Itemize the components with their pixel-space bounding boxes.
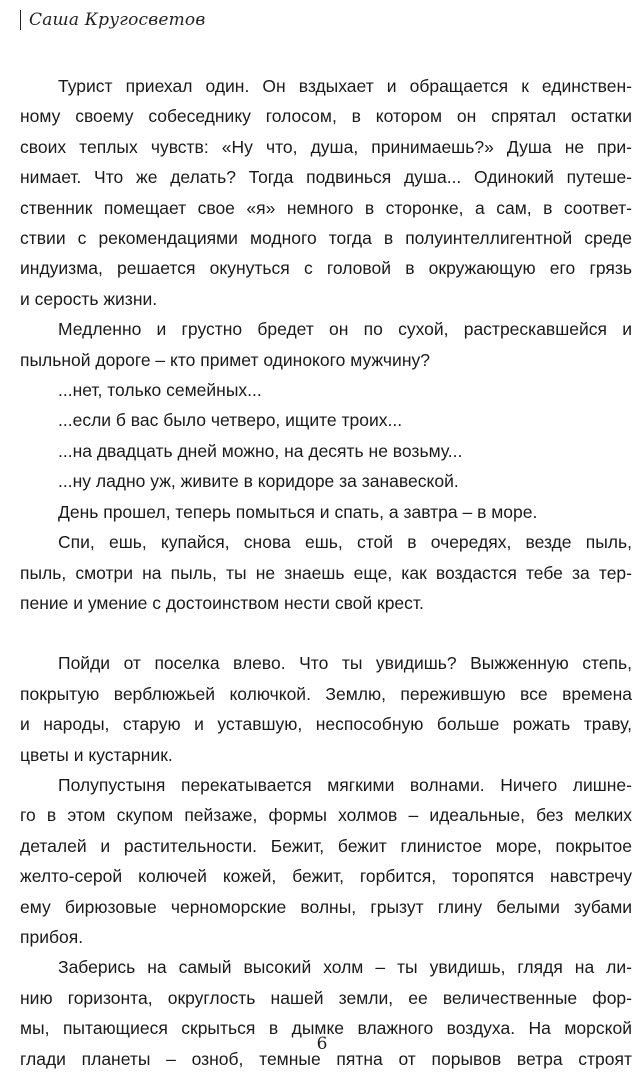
running-head-title: Саша Кругосветов [29, 10, 206, 30]
running-head [20, 10, 205, 30]
text-line: деталей и растительности. Бежит, бежит глинистое море, покрытое [20, 835, 632, 856]
text-line: ...ну ладно уж, живите в коридоре за занавеской. [58, 471, 459, 492]
text-line: пыль, смотри на пыль, ты не знаешь еще, как воздастся тебе за тер- [20, 562, 632, 583]
text-line: Пойди от поселка влево. Что ты увидишь? Выжженную степь, [58, 653, 632, 674]
text-line: го в этом скупом пейзаже, формы холмов – идеальные, без мелких [20, 805, 632, 826]
text-line: своих теплых чувств: «Ну что, душа, принимаешь?» Душа не при- [20, 136, 632, 157]
paragraph [20, 436, 632, 466]
paragraph [20, 405, 632, 435]
text-line: Турист приехал один. Он вздыхает и обращается к единствен- [58, 76, 632, 96]
text-line: покрытую верблюжьей колючкой. Землю, пережившую все времена [20, 683, 632, 704]
text-line: ственник помещает свое «я» немного в сторонке, а сам, в соответ- [20, 197, 632, 218]
paragraph [20, 466, 632, 496]
text-line: Медленно и грустно бредет он по сухой, растрескавшейся и [58, 319, 632, 340]
text-line: Полупустыня перекатывается мягкими волнами. Ничего лишне- [58, 774, 632, 795]
paragraph [20, 71, 632, 314]
paragraph [20, 527, 632, 618]
paragraph [20, 497, 632, 527]
paragraph [20, 375, 632, 405]
paragraph [20, 770, 632, 952]
text-line: пыльной дороге – кто примет одинокого мужчину? [20, 349, 430, 370]
text-line: ствии с рекомендациями модного тогда в полуинтеллигентной среде [20, 228, 632, 249]
text-line: цветы и кустарник. [20, 744, 173, 765]
text-line: ему бирюзовые черноморские волны, грызут глину белыми зубами [20, 896, 632, 917]
text-line: мы, пытающиеся скрыться в дымке влажного воздуха. На морской [20, 1018, 632, 1039]
text-line: и народы, старую и уставшую, неспособную больше рожать траву, [20, 714, 632, 735]
text-line: День прошел, теперь помыться и спать, а завтра – в море. [58, 501, 538, 522]
paragraph [20, 648, 632, 770]
paragraph [20, 952, 632, 1074]
text-line: прибоя. [20, 926, 84, 947]
text-line: индуизма, решается окунуться с головой в окружающую его грязь [20, 258, 632, 279]
text-line: пение и умение с достоинством нести свой крест. [20, 592, 424, 613]
text-line: желто-серой колючей кожей, бежит, горбится, торопятся навстречу [20, 866, 632, 887]
paragraph [20, 314, 632, 375]
text-line: нимает. Что же делать? Тогда подвинься душа... Одинокий путеше- [20, 167, 632, 188]
text-line: ному своему собеседнику голосом, в котором он спрятал остатки [20, 106, 632, 127]
text-line: ...если б вас было четверо, ищите троих... [58, 410, 403, 431]
text-line: Заберись на самый высокий холм – ты увидишь, глядя на ли- [58, 957, 632, 978]
text-line: нию горизонта, округлость нашей земли, ее величественные фор- [20, 987, 632, 1008]
running-head-rule [20, 10, 21, 30]
text-line: глади планеты – озноб, темные пятна от порывов ветра строят [20, 1048, 632, 1069]
body-text [20, 71, 632, 1074]
page-number: 6 [316, 1034, 328, 1054]
text-line: ...на двадцать дней можно, на десять не возьму... [58, 440, 463, 461]
text-line: ...нет, только семейных... [58, 380, 262, 401]
text-line: и серость жизни. [20, 288, 158, 309]
text-line: Спи, ешь, купайся, снова ешь, стой в очередях, везде пыль, [58, 532, 632, 553]
